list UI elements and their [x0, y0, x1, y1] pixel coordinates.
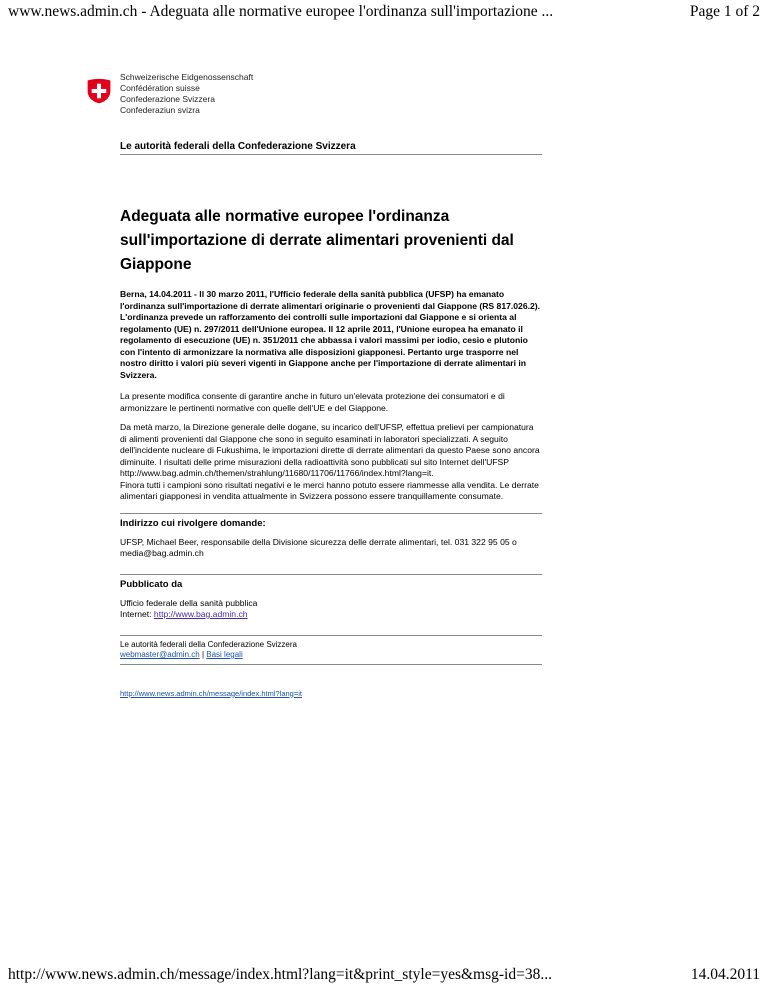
article-paragraph-2-conclusion: Finora tutti i campioni sono risultati negativi e le merci hanno potuto essere riammesse alla vendita. Le derrate alimentari giapponesi in vendita attualmente in Svizzera possono essere tranquillamente consumate.	[120, 479, 539, 501]
footer-links	[120, 650, 542, 661]
published-title: Pubblicato da	[120, 578, 183, 590]
article-paragraph-2-text: Da metà marzo, la Direzione generale delle dogane, su incarico dell'UFSP, effettua prelievi per campionatura di alimenti provenienti dal Giappone che sono in seguito esaminati in laboratori specializzati. A seguito dell'incidente nucleare di Fukushima, le importazioni dirette di derrate alimentari da questo Paese sono ancora diminuite. I risultati delle prime misurazioni della radioattività sono pubblicati sul sito Internet dell'UFSP	[120, 422, 540, 467]
swiss-confederation-logo	[86, 72, 253, 116]
print-header-page: Page 1 of 2	[689, 3, 760, 20]
published-body	[120, 598, 542, 621]
published-internet-label: Internet:	[120, 609, 154, 619]
page-footer	[120, 635, 542, 665]
print-footer-url: http://www.news.admin.ch/message/index.html?lang=it&print_style=yes&msg-id=38...	[8, 966, 552, 983]
print-header	[8, 3, 760, 21]
published-org: Ufficio federale della sanità pubblica	[120, 597, 258, 608]
contact-section	[120, 513, 542, 560]
print-header-title: www.news.admin.ch - Adeguata alle normative europee l'ordinanza sull'importazione ...	[8, 3, 554, 20]
article-title: Adeguata alle normative europee l'ordinanza sull'importazione di derrate alimentari provenienti dal Giappone	[120, 208, 514, 273]
logo-text	[120, 72, 253, 116]
webmaster-link[interactable]: webmaster@admin.ch	[120, 650, 200, 659]
swiss-flag-icon	[86, 78, 112, 104]
contact-text: UFSP, Michael Beer, responsabile della Divisione sicurezza delle derrate alimentari, tel. 031 322 95 05 o media@bag.admin.ch	[120, 536, 517, 558]
article-paragraph-2-url: http://www.bag.admin.ch/themen/strahlung/11680/11706/11766/index.html?lang=it.	[120, 468, 434, 478]
logo-line-fr: Confédération suisse	[120, 83, 200, 93]
logo-line-it: Confederazione Svizzera	[120, 94, 215, 104]
logo-line-de: Schweizerische Eidgenossenschaft	[120, 72, 254, 82]
published-section	[120, 574, 542, 621]
logo-line-rm: Confederaziun svizra	[120, 105, 200, 115]
contact-title: Indirizzo cui rivolgere domande:	[120, 517, 266, 529]
source-url-link[interactable]: http://www.news.admin.ch/message/index.html?lang=it	[120, 688, 302, 698]
print-footer-date: 14.04.2011	[690, 966, 760, 983]
footer-separator: |	[199, 650, 207, 659]
print-footer	[8, 966, 760, 984]
agency-heading: Le autorità federali della Confederazione Svizzera	[120, 141, 542, 155]
footer-agency: Le autorità federali della Confederazione Svizzera	[120, 639, 297, 649]
article-paragraph-2	[120, 422, 542, 503]
source-url	[120, 689, 542, 698]
article-lead: Berna, 14.04.2011 - Il 30 marzo 2011, l'Ufficio federale della sanità pubblica (UFSP) ha emanato l'ordinanza sull'importazione di derrate alimentari originarie o provenienti dal Giappone (RS 817.026.2). L'ordinanza prevede un rafforzamento dei controlli sulle importazioni dal Giappone e si orienta al regolamento (UE) n. 297/2011 dell'Unione europea. Il 12 aprile 2011, l'Unione europea ha emanato il regolamento di esecuzione (UE) n. 351/2011 che abbassa i valori massimi per iodio, cesio e plutonio con l'intento di armonizzare la normativa alle disposizioni giapponesi. Pertanto urge trasporre nel nostro diritto i valori più severi vigenti in Giappone anche per l'importazione di derrate alimentari in Svizzera.	[120, 289, 541, 380]
article	[120, 205, 542, 698]
legal-basis-link[interactable]: Basi legali	[206, 650, 243, 659]
published-internet-link[interactable]: http://www.bag.admin.ch	[153, 609, 248, 619]
article-paragraph-1: La presente modifica consente di garantire anche in futuro un'elevata protezione dei consumatori e di armonizzare le pertinenti normative con quelle dell'UE e del Giappone.	[120, 391, 505, 413]
